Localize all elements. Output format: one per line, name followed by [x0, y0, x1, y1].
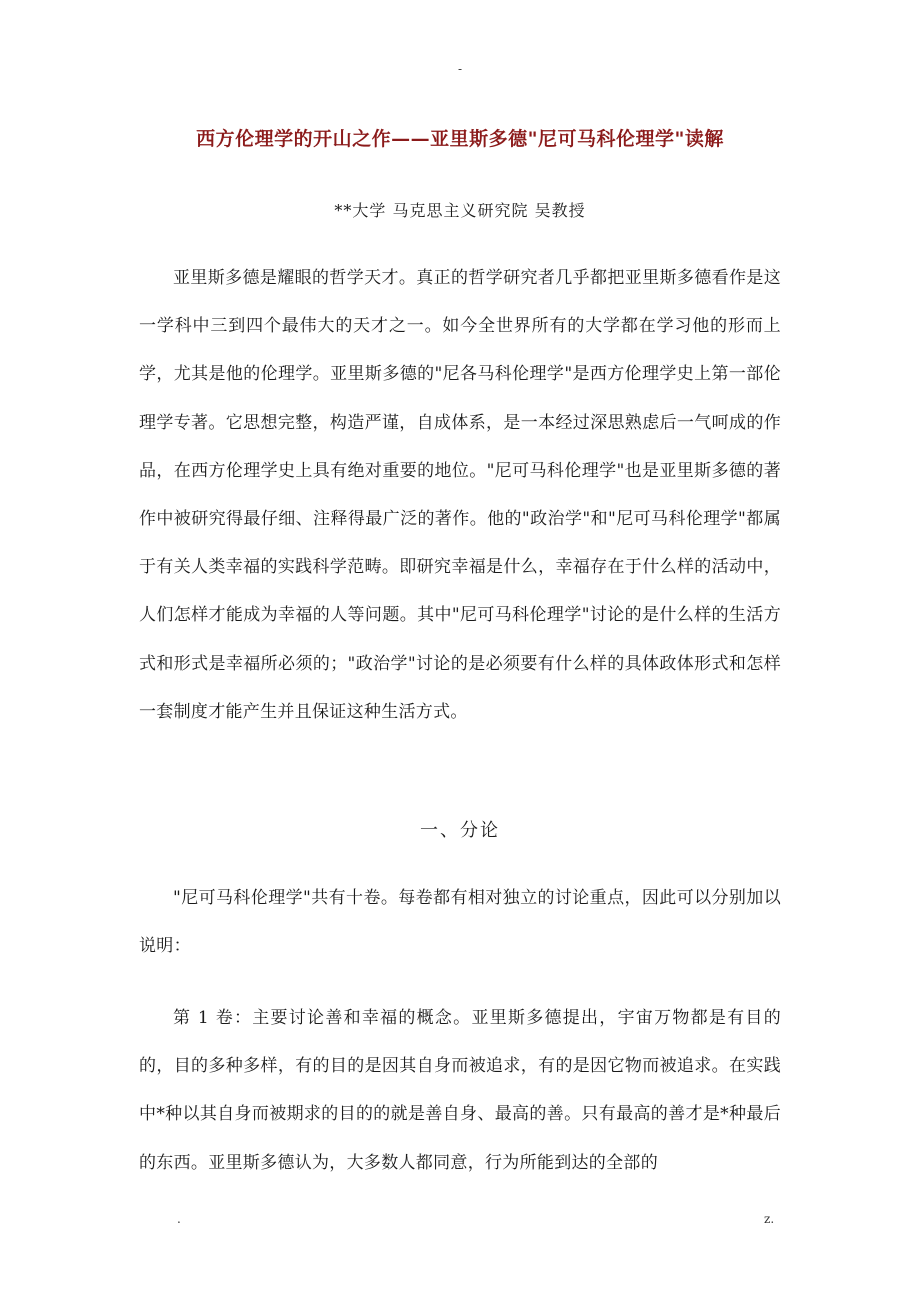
intro-paragraph: 亚里斯多德是耀眼的哲学天才。真正的哲学研究者几乎都把亚里斯多德看作是这一学科中三到四个最伟大的天才之一。如今全世界所有的大学都在学习他的形而上学，尤其是他的伦理学。亚里斯多德的"尼各马科伦理学"是西方伦理学史上第一部伦理学专著。它思想完整，构造严谨，自成体系，是一本经过深思熟虑后一气呵成的作品，在西方伦理学史上具有绝对重要的地位。"尼可马科伦理学"也是亚里斯多德的著作中被研究得最仔细、注释得最广泛的著作。他的"政治学"和"尼可马科伦理学"都属于有关人类幸福的实践科学范畴。即研究幸福是什么，幸福存在于什么样的活动中，人们怎样才能成为幸福的人等问题。其中"尼可马科伦理学"讨论的是什么样的生活方式和形式是幸福所必须的；"政治学"讨论的是必须要有什么样的具体政体形式和怎样一套制度才能产生并且保证这种生活方式。 [139, 268, 781, 722]
document-title: 西方伦理学的开山之作——亚里斯多德"尼可马科伦理学"读解 [196, 128, 724, 150]
section-heading: 一、分论 [420, 820, 500, 841]
footer-right-mark: z. [764, 1212, 775, 1226]
section-intro-paragraph: "尼可马科伦理学"共有十卷。每卷都有相对独立的讨论重点，因此可以分别加以说明： [139, 888, 781, 957]
volume-1-paragraph: 第 1 卷：主要讨论善和幸福的概念。亚里斯多德提出，宇宙万物都是有目的的，目的多种多样，有的目的是因其自身而被追求，有的是因它物而被追求。在实践中*种以其自身而被期求的目的的就是善自身、最高的善。只有最高的善才是*种最后的东西。亚里斯多德认为，大多数人都同意，行为所能到达的全部的 [139, 1008, 781, 1173]
author-line: **大学 马克思主义研究院 吴教授 [334, 201, 586, 220]
footer-left-mark: . [177, 1212, 181, 1226]
header-mark: - [457, 62, 463, 76]
